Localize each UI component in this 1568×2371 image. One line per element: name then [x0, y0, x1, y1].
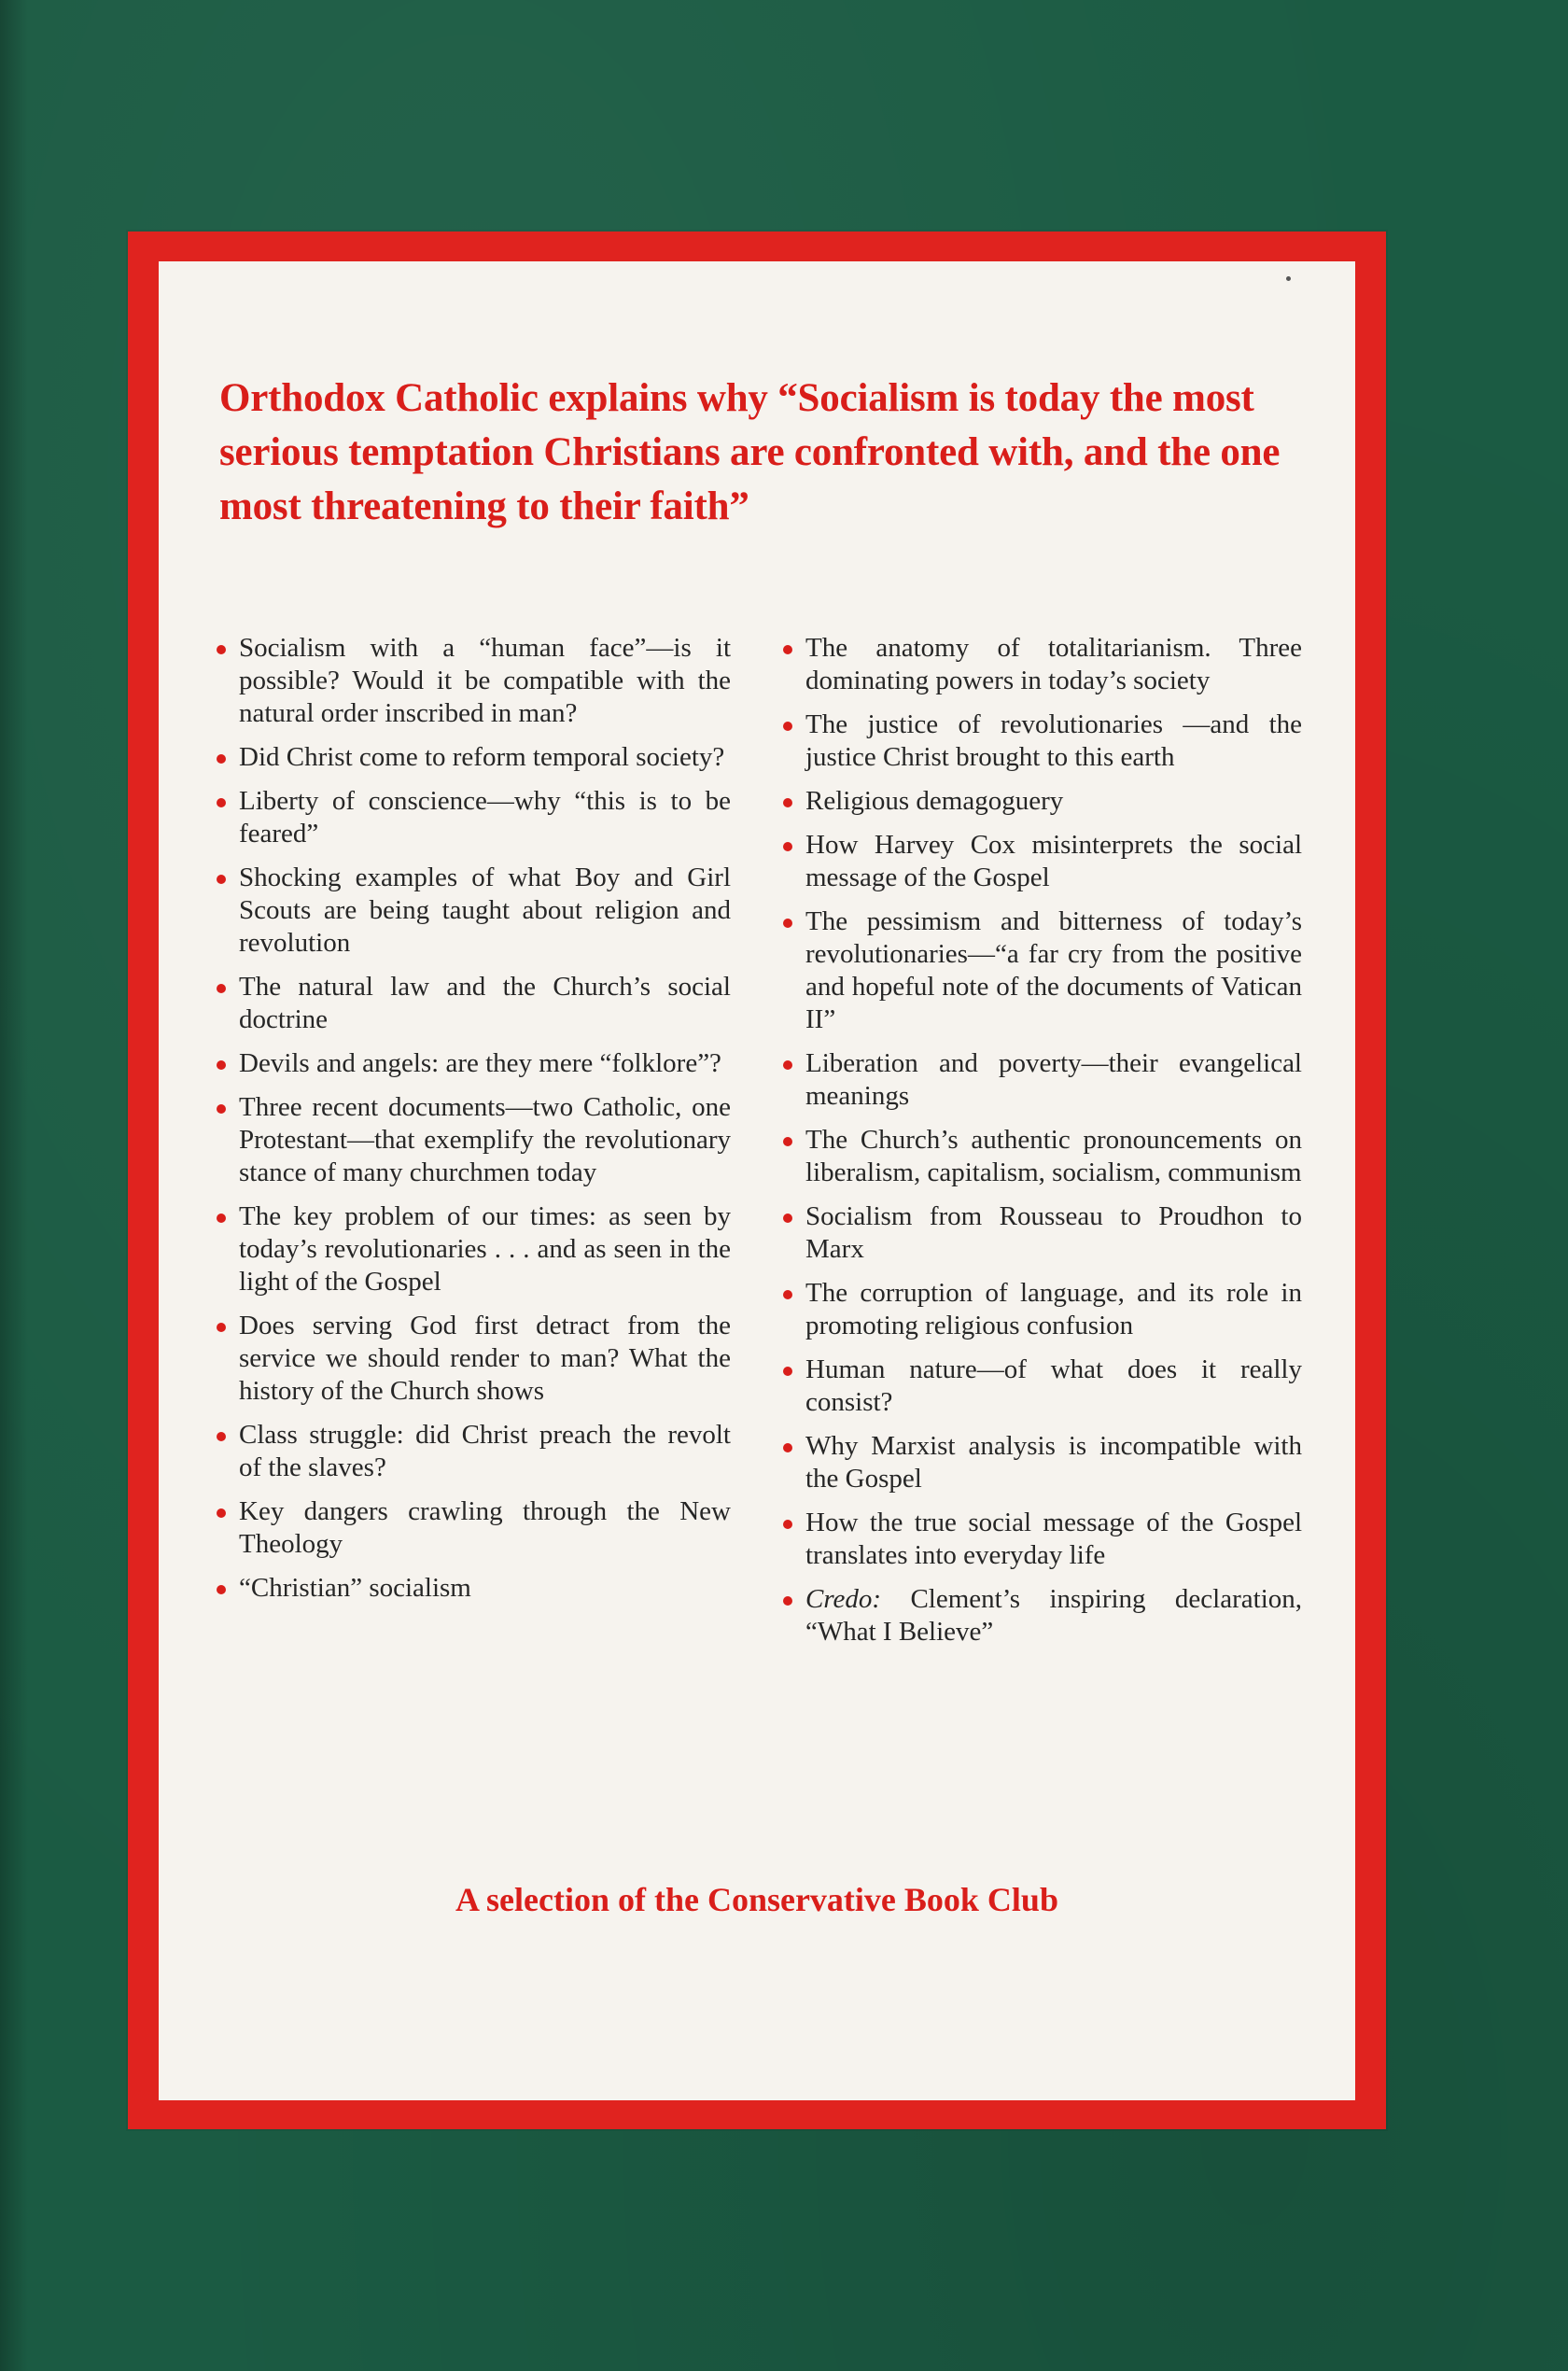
list-item: The natural law and the Church’s social doctrine [213, 971, 731, 1036]
list-item: Religious demagoguery [779, 785, 1302, 818]
list-item: Socialism with a “human face”—is it possible? Would it be compatible with the natural order inscribed in man? [213, 632, 731, 730]
list-item: The anatomy of totalitarianism. Three dominating powers in today’s society [779, 632, 1302, 697]
list-item: Socialism from Rousseau to Proudhon to Marx [779, 1200, 1302, 1266]
list-item: The corruption of language, and its role in promoting religious confusion [779, 1277, 1302, 1342]
list-item: Liberty of conscience—why “this is to be feared” [213, 785, 731, 850]
list-item: Liberation and poverty—their evangelical meanings [779, 1047, 1302, 1113]
book-club-selection: A selection of the Conservative Book Club [455, 1881, 1058, 1918]
list-item: The Church’s authentic pronouncements on liberalism, capitalism, socialism, communism [779, 1124, 1302, 1189]
list-item: How Harvey Cox misinterprets the social message of the Gospel [779, 829, 1302, 894]
list-item: Shocking examples of what Boy and Girl Scouts are being taught about religion and revolution [213, 862, 731, 960]
list-item: Why Marxist analysis is incompatible with the Gospel [779, 1430, 1302, 1495]
list-item: Three recent documents—two Catholic, one Protestant—that exemplify the revolutionary stance of many churchmen today [213, 1091, 731, 1189]
headline: Orthodox Catholic explains why “Socialism is today the most serious temptation Christians are confronted with, and the one most threatening to their faith” [219, 376, 1281, 528]
list-item: How the true social message of the Gospel translates into everyday life [779, 1507, 1302, 1572]
list-item: Key dangers crawling through the New Theology [213, 1495, 731, 1561]
credo-label: Credo: [805, 1584, 882, 1614]
feature-list-left [213, 632, 731, 1616]
list-item: Human nature—of what does it really consist? [779, 1354, 1302, 1419]
list-item: Devils and angels: are they mere “folklore”? [213, 1047, 731, 1080]
list-item-credo [779, 1583, 1302, 1648]
spine-shadow [0, 0, 28, 2371]
credo-text: Clement’s inspiring declaration, “What I Believe” [805, 1584, 1302, 1647]
list-item: The justice of revolutionaries —and the justice Christ brought to this earth [779, 708, 1302, 774]
dust-speck [1286, 276, 1291, 281]
list-item: The pessimism and bitterness of today’s revolutionaries—“a far cry from the positive and hopeful note of the documents of Vatican II” [779, 905, 1302, 1036]
list-item: Class struggle: did Christ preach the revolt of the slaves? [213, 1419, 731, 1484]
text-panel [159, 261, 1355, 2100]
list-item: The key problem of our times: as seen by today’s revolutionaries . . . and as seen in the light of the Gospel [213, 1200, 731, 1298]
list-item: Did Christ come to reform temporal society? [213, 741, 731, 774]
list-item: Does serving God first detract from the service we should render to man? What the history of the Church shows [213, 1310, 731, 1408]
feature-list-right [779, 632, 1302, 1660]
list-item: “Christian” socialism [213, 1572, 731, 1605]
